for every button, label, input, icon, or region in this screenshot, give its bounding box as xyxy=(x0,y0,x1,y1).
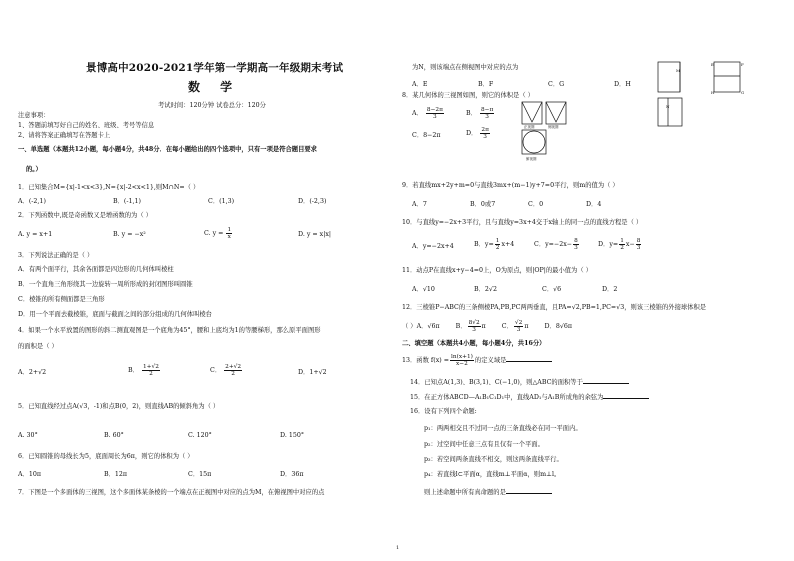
numerator: 2+√2 xyxy=(225,364,242,370)
q4-option-b xyxy=(128,362,161,380)
denominator: 3 xyxy=(516,327,521,333)
q10-option-d xyxy=(598,237,642,253)
q16-prop-2: p₂：过空间中任意三点有且仅有一个平面。 xyxy=(424,441,544,448)
q13-suffix: 的定义域是 xyxy=(474,357,507,364)
fraction xyxy=(619,238,625,251)
q8-three-views-figure xyxy=(520,100,570,162)
fraction xyxy=(480,107,494,120)
q10-option-b xyxy=(474,237,514,253)
q1-option-c: C．(1,3) xyxy=(208,198,235,205)
q14-stem: 14．已知点A(1,3)、B(3,1)、C(−1,0)，则△ABC的面积等于 xyxy=(410,379,583,386)
q4-option-d: D．1+√2 xyxy=(298,369,327,376)
q10-stem: 10．与直线y=−2x+3平行，且与直线y=3x+4交于x轴上的同一点的直线方程是（ ） xyxy=(402,219,643,226)
q3-option-b: B．一个直角三角形绕其一边旋转一周所形成的封闭图形叫圆锥 xyxy=(18,281,193,288)
fraction xyxy=(480,127,490,140)
exam-title: 景博高中2020-2021学年第一学期高一年级期末考试 xyxy=(86,62,344,74)
q9-option-b: B．0或7 xyxy=(470,201,496,208)
q3-option-a: A．有两个面平行，其余各面都是四边形的几何体叫棱柱 xyxy=(18,266,174,273)
q8-option-a xyxy=(412,106,445,122)
denominator: 3 xyxy=(574,245,578,251)
q7-option-a: A．E xyxy=(412,81,428,88)
numerator: 8√2 xyxy=(468,320,480,326)
q8-option-b-label: B． xyxy=(466,110,477,117)
q5-option-c: C. 120° xyxy=(188,432,212,439)
answer-blank xyxy=(603,392,649,399)
svg-text:G: G xyxy=(741,90,745,95)
fraction xyxy=(495,238,501,251)
q12-option-d: D．8√6π xyxy=(544,323,572,330)
q12-stem: 12．三棱锥P−ABC的三条侧棱PA,PB,PC两两垂直，且PA=√2,PB=1,PC=√3，则该三棱锥的外接球体积是 xyxy=(402,304,707,311)
denominator: 3 xyxy=(472,327,476,333)
q15-text xyxy=(410,392,649,402)
front-view-shape xyxy=(658,62,680,92)
subject-title: 数 学 xyxy=(188,80,241,94)
q2-option-d: D. y = x|x| xyxy=(298,231,332,238)
q16-prop-4: p₄：若直线l⊂平面α，直线m⊥平面α，则m⊥l。 xyxy=(424,471,561,478)
q12-option-b-tail: π xyxy=(481,323,486,330)
q7-stem-cont: 为N，则该端点在侧视图中对应的点为 xyxy=(412,64,519,71)
numerator: 8 xyxy=(574,238,578,244)
denominator: 2 xyxy=(231,371,235,377)
q8-stem: 8．某几何体的三视图如图，则它的体积是（ ） xyxy=(402,92,534,99)
denominator: 2 xyxy=(149,371,153,377)
q14-text xyxy=(410,377,629,387)
answer-blank xyxy=(506,487,552,494)
numerator: 8 xyxy=(636,238,641,244)
q4-option-c-label: C． xyxy=(210,367,222,374)
q6-option-c: C．15π xyxy=(188,471,212,478)
q12-options xyxy=(402,320,572,334)
q11-option-b: B．2√2 xyxy=(474,286,497,293)
q6-option-b: B．12π xyxy=(104,471,128,478)
q9-option-a: A．7 xyxy=(412,201,427,208)
q3-stem: 3．下列说法正确的是（ ） xyxy=(18,252,94,259)
q1-option-d: D．(-2,3) xyxy=(298,198,327,205)
q4-stem: 4．如果一个水平放置的图形的斜二测直观图是一个底角为45°，腰和上底均为1的等腰梯形，那么原平面图形 xyxy=(18,327,321,334)
svg-text:N: N xyxy=(666,104,670,109)
fraction xyxy=(226,227,232,240)
q13-prefix: 13．函数 f(x) = xyxy=(402,357,449,364)
q10-option-a: A．y=−2x+4 xyxy=(412,243,454,250)
q6-option-d: D．36π xyxy=(280,471,304,478)
q16-prop-1: p₁：两两相交且不过同一点的三条直线必在同一平面内。 xyxy=(424,425,582,432)
q5-option-d: D. 150° xyxy=(280,432,304,439)
q12-option-b-label: B． xyxy=(455,323,467,330)
q6-stem: 6．已知圆锥的母线长为5，底面周长为6π，则它的体积为（ ） xyxy=(18,453,194,460)
q7-stem: 7．下图是一个多面体的三视图，这个多面体某条棱的一个端点在正视图中对应的点为M，在俯视图中对应的点 xyxy=(18,489,325,496)
q9-option-c: C．0 xyxy=(528,201,544,208)
q2-option-a: A. y = x+1 xyxy=(18,231,53,238)
svg-text:H: H xyxy=(711,90,715,95)
note-item: 1、答题前填写好自己的姓名、班级、考号等信息 xyxy=(18,122,155,129)
denominator: 2 xyxy=(495,245,500,251)
fraction xyxy=(573,238,579,251)
q15-stem: 15．在正方体ABCD—A₁B₁C₁D₁中，直线AD₁与A₁B所成角的余弦为 xyxy=(410,394,604,401)
q3-option-c: C．棱锥的所有侧面都是三角形 xyxy=(18,296,105,303)
q8-top-label: 俯视图 xyxy=(526,157,537,161)
section1-heading-cont: 的。） xyxy=(26,166,42,173)
q9-stem: 9．若直线mx+2y+m=0与直线3mx+(m−1)y+7=0平行，则m的值为（ ） xyxy=(402,182,619,189)
numerator: 8−π xyxy=(480,107,494,113)
numerator: √2 xyxy=(514,320,523,326)
q2-option-c-label: C. y = xyxy=(204,230,224,237)
fraction xyxy=(450,354,474,367)
q4-option-a: A．2+√2 xyxy=(18,369,47,376)
top-view-shape xyxy=(658,98,682,126)
numerator: 2π xyxy=(481,127,489,133)
q2-option-c xyxy=(204,226,233,242)
q10-option-d-mid: x− xyxy=(625,241,635,248)
fraction xyxy=(142,364,160,377)
q8-option-d-label: D． xyxy=(466,130,478,137)
q13-text xyxy=(402,353,552,369)
numerator: 1 xyxy=(495,238,500,244)
q5-option-b: B. 60° xyxy=(104,432,124,439)
note-item: 2、请将答案正确填写在答题卡上 xyxy=(18,132,111,139)
q2-option-b: B. y = −x² xyxy=(113,231,146,238)
q8-option-a-label: A． xyxy=(412,110,423,117)
q2-stem: 2．下列函数中,既是奇函数又是增函数的为（ ） xyxy=(18,212,152,219)
fraction xyxy=(468,320,481,333)
q6-option-a: A．10π xyxy=(18,471,41,478)
q1-stem: 1．已知集合M={x|-1<x<3},N={x|-2<x<1},则M∩N=（ ） xyxy=(18,184,200,191)
q7-three-views-figure xyxy=(656,58,756,130)
q16-end-text: 则上述命题中所有真命题的是 xyxy=(424,489,506,496)
denominator: 3 xyxy=(485,114,489,120)
q7-option-d: D．H xyxy=(614,81,631,88)
fraction xyxy=(426,107,444,120)
q4-option-b-label: B． xyxy=(128,367,139,374)
denominator: x−2 xyxy=(456,361,468,367)
fraction xyxy=(224,364,242,377)
side-view-shape xyxy=(714,62,740,92)
q8-option-d xyxy=(466,126,491,142)
front-view-shape xyxy=(522,102,542,124)
q10-option-d-label: D．y= xyxy=(598,241,619,248)
svg-text:M: M xyxy=(676,68,681,73)
q10-option-c-label: C．y=−2x− xyxy=(534,241,573,248)
numerator: 1 xyxy=(227,227,232,233)
q3-option-d: D．用一个平面去截棱锥，底面与截面之间的部分组成的几何体叫棱台 xyxy=(18,311,212,318)
q1-option-b: B．(-1,1) xyxy=(113,198,141,205)
q7-option-b: B．F xyxy=(478,81,494,88)
q8-front-label: 正视图 xyxy=(524,125,535,129)
q4-stem-cont: 的面积是（ ） xyxy=(18,343,58,350)
q8-option-b xyxy=(466,106,495,122)
section2-heading: 二、填空题（本题共4小题，每小题4分，共16分） xyxy=(402,340,546,347)
side-view-shape xyxy=(546,102,566,124)
svg-text:E: E xyxy=(711,62,714,67)
q10-option-b-label: B．y= xyxy=(474,241,494,248)
notes-heading: 注意事项： xyxy=(18,112,50,119)
answer-blank xyxy=(583,377,629,384)
numerator: 1 xyxy=(620,238,624,244)
denominator: x xyxy=(227,234,231,240)
q5-option-a: A. 30° xyxy=(18,432,38,439)
q1-option-a: A．(-2,1) xyxy=(18,198,46,205)
denominator: 3 xyxy=(483,134,487,140)
q10-option-b-tail: x+4 xyxy=(501,241,515,248)
denominator: 2 xyxy=(620,245,624,251)
svg-text:F: F xyxy=(741,62,744,67)
q9-option-d: D．4 xyxy=(586,201,602,208)
denominator: 3 xyxy=(433,114,437,120)
q12-option-c-tail: π xyxy=(524,323,529,330)
denominator: 3 xyxy=(636,245,641,251)
q5-stem: 5．已知直线经过点A(√3，-1)和点B(0，2)，则直线AB的倾斜角为（ ） xyxy=(18,403,220,410)
numerator: 8−2π xyxy=(426,107,443,113)
section1-heading: 一、单选题（本题共12小题，每小题4分，共48分．在每小题给出的四个选项中，只有一项是符合题目要求 xyxy=(18,146,317,153)
answer-blank xyxy=(506,355,552,362)
q11-option-c: C．√6 xyxy=(542,286,562,293)
fraction xyxy=(514,320,523,333)
q11-option-d: D．2 xyxy=(602,286,618,293)
q8-option-c: C．8−2π xyxy=(412,132,441,139)
q12-option-c-label: C． xyxy=(501,323,513,330)
top-view-shape xyxy=(522,130,546,154)
exam-info: 考试时间：120分钟 试卷总分：120分 xyxy=(158,102,266,109)
q4-option-c xyxy=(210,362,243,380)
q12-option-a: （ ）A．√6π xyxy=(402,323,440,330)
q7-option-c: C．G xyxy=(548,81,565,88)
q16-prop-3: p₃：若空间两条直线不相交，则这两条直线平行。 xyxy=(424,456,563,463)
q16-stem: 16．设有下列四个命题: xyxy=(410,408,477,415)
q10-option-c xyxy=(534,237,580,253)
numerator: 1+√2 xyxy=(142,364,159,370)
fraction xyxy=(636,238,642,251)
q8-side-label: 侧视图 xyxy=(548,125,559,129)
numerator: ln(x+1) xyxy=(450,354,473,360)
q11-option-a: A．√10 xyxy=(412,286,435,293)
page-number: 1 xyxy=(396,545,400,551)
q11-stem: 11．动点P在直线x+y−4=0上，O为原点，则|OP|的最小值为（ ） xyxy=(402,267,592,274)
q16-end xyxy=(424,487,552,497)
